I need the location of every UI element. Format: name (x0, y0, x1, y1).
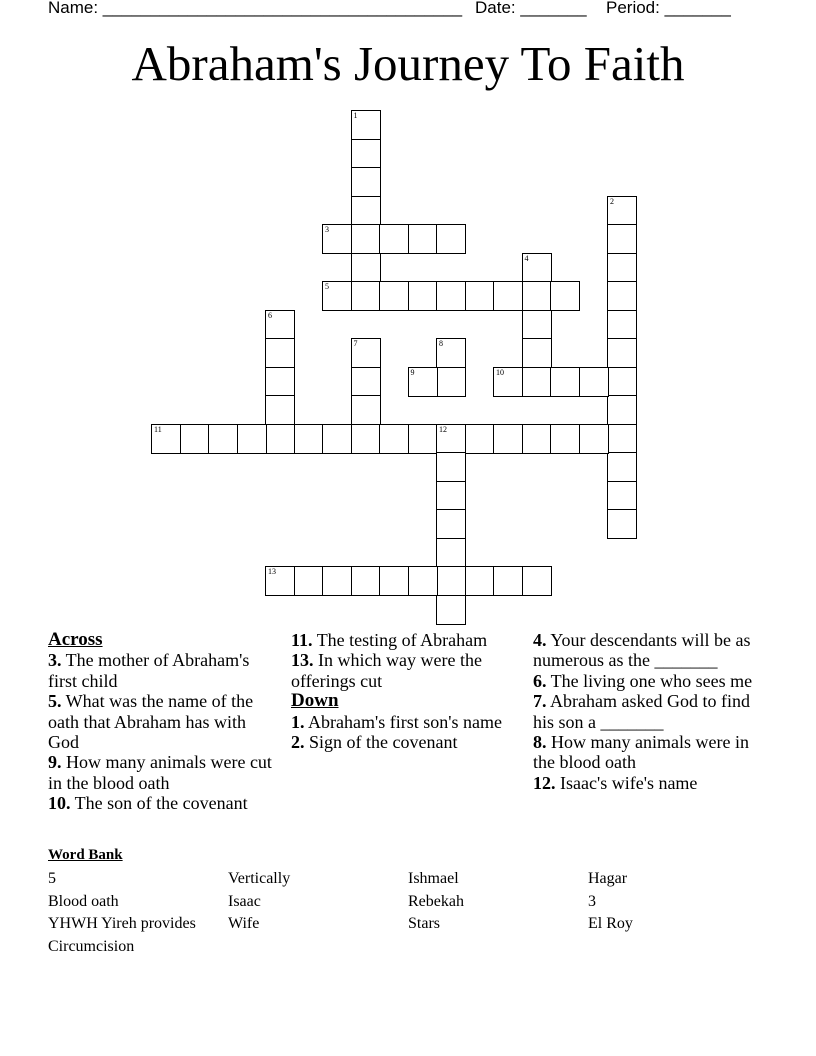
clue-across-5: 5. What was the name of the oath that Abraham has with God (48, 691, 254, 753)
crossword-cell[interactable] (265, 338, 295, 368)
crossword-cell[interactable] (408, 566, 438, 596)
crossword-cell[interactable] (465, 566, 495, 596)
crossword-cell[interactable] (436, 566, 466, 596)
crossword-cell[interactable] (408, 424, 438, 454)
clue-number: 2 (610, 196, 614, 206)
crossword-cell[interactable] (436, 224, 466, 254)
crossword-cell[interactable] (436, 481, 466, 511)
clue-number: 1 (353, 111, 358, 120)
clues-column-3 (533, 630, 758, 793)
crossword-cell[interactable] (436, 452, 466, 482)
clue-number: 11 (154, 424, 162, 434)
date-field[interactable]: Date: _______ (475, 0, 587, 17)
crossword-cell[interactable] (351, 196, 381, 226)
clue-down-1: 1. Abraham's first son's name (291, 711, 502, 732)
crossword-cell[interactable] (607, 367, 637, 397)
crossword-cell[interactable] (408, 367, 438, 397)
clue-down-7: 7. Abraham asked God to find his son a _______ (533, 691, 750, 732)
crossword-cell[interactable] (522, 367, 552, 397)
clue-number: 10 (496, 367, 504, 377)
word-bank-item: Ishmael (408, 870, 459, 887)
clue-number: 6 (268, 310, 272, 320)
crossword-cell[interactable] (607, 253, 637, 283)
crossword-cell[interactable] (579, 424, 609, 454)
crossword-cell[interactable] (208, 424, 238, 454)
crossword-cell[interactable] (265, 310, 295, 340)
word-bank-item: Stars (408, 915, 440, 933)
crossword-cell[interactable] (550, 281, 580, 311)
crossword-cell[interactable] (322, 281, 352, 311)
word-bank-item: El Roy (588, 915, 633, 933)
crossword-cell[interactable] (465, 424, 495, 454)
clue-number: 5 (325, 282, 329, 291)
crossword-cell[interactable] (294, 424, 324, 454)
clue-across-11: 11. The testing of Abraham (291, 630, 488, 650)
crossword-cell[interactable] (436, 281, 466, 311)
word-bank-item: Isaac (228, 892, 261, 910)
word-bank-item: Wife (228, 915, 260, 933)
crossword-cell[interactable] (522, 281, 552, 311)
crossword-cell[interactable] (351, 110, 381, 140)
crossword-cell[interactable] (379, 224, 409, 254)
crossword-cell[interactable] (322, 424, 352, 454)
word-bank-item: Rebekah (408, 892, 464, 910)
crossword-cell[interactable] (379, 424, 409, 454)
clue-down-6: 6. The living one who sees me (533, 670, 753, 691)
crossword-cell[interactable] (436, 595, 466, 625)
crossword-cell[interactable] (607, 224, 637, 254)
crossword-cell[interactable] (379, 566, 409, 596)
word-bank-item: YHWH Yireh provides (48, 915, 196, 933)
clue-number: 9 (410, 367, 415, 377)
clues-column-1 (48, 630, 273, 814)
crossword-cell[interactable] (436, 424, 466, 454)
crossword-cell[interactable] (351, 139, 381, 169)
word-bank-item: Circumcision (48, 938, 135, 956)
crossword-cell[interactable] (408, 281, 438, 311)
crossword-cell[interactable] (265, 424, 295, 454)
crossword-cell[interactable] (607, 310, 637, 340)
crossword-cell[interactable] (493, 566, 523, 596)
crossword-cell[interactable] (351, 367, 381, 397)
clue-down-2: 2. Sign of the covenant (291, 732, 458, 753)
down-heading: Down (291, 690, 339, 712)
crossword-cell[interactable] (522, 253, 552, 283)
crossword-cell[interactable] (493, 424, 523, 454)
clue-across-13: 13. In which way were the offerings cut (291, 650, 482, 691)
name-field[interactable]: Name: ______________________________________ (48, 0, 463, 17)
clue-down-12: 12. Isaac's wife's name (533, 772, 698, 793)
crossword-cell[interactable] (379, 281, 409, 311)
clue-number: 8 (439, 339, 443, 348)
crossword-cell[interactable] (351, 253, 381, 283)
clue-number: 4 (524, 253, 529, 263)
crossword-cell[interactable] (294, 566, 324, 596)
crossword-cell[interactable] (408, 224, 438, 254)
clue-number: 7 (353, 339, 358, 348)
word-bank-item: Hagar (588, 870, 628, 887)
crossword-cell[interactable] (351, 338, 381, 368)
crossword-cell[interactable] (151, 424, 181, 454)
period-field[interactable]: Period: _______ (606, 0, 731, 17)
crossword-cell[interactable] (493, 281, 523, 311)
across-heading: Across (48, 629, 103, 650)
clue-number: 3 (325, 225, 329, 234)
clue-number: 12 (439, 424, 447, 434)
crossword-cell[interactable] (436, 367, 466, 397)
crossword-cell[interactable] (607, 509, 637, 539)
crossword-cell[interactable] (265, 566, 295, 596)
crossword-cell[interactable] (436, 509, 466, 539)
crossword-cell[interactable] (550, 424, 580, 454)
crossword-cell[interactable] (579, 367, 609, 397)
word-bank-item: 3 (588, 892, 596, 910)
clue-down-8: 8. How many animals were in the blood oath (533, 732, 749, 773)
word-bank-item: 5 (48, 870, 56, 887)
clue-across-9: 9. How many animals were cut in the blood oath (48, 752, 272, 793)
crossword-cell[interactable] (180, 424, 210, 454)
crossword-cell[interactable] (265, 395, 295, 425)
crossword-cell[interactable] (322, 224, 352, 254)
crossword-cell[interactable] (607, 281, 637, 311)
crossword-cell[interactable] (351, 167, 381, 197)
clue-down-4: 4. Your descendants will be as numerous as the _______ (533, 630, 751, 671)
page-title: Abraham's Journey To Faith (131, 36, 685, 91)
crossword-cell[interactable] (351, 281, 381, 311)
crossword-cell[interactable] (607, 338, 637, 368)
crossword-cell[interactable] (607, 424, 637, 454)
word-bank-item: Vertically (228, 870, 291, 887)
crossword-cell[interactable] (436, 338, 466, 368)
crossword-cell[interactable] (607, 452, 637, 482)
crossword-cell[interactable] (607, 196, 637, 226)
crossword-cell[interactable] (436, 538, 466, 568)
crossword-cell[interactable] (493, 367, 523, 397)
crossword-cell[interactable] (237, 424, 267, 454)
crossword-cell[interactable] (351, 395, 381, 425)
clue-across-10: 10. The son of the covenant (48, 793, 248, 814)
crossword-cell[interactable] (522, 424, 552, 454)
crossword-cell[interactable] (351, 566, 381, 596)
clues-column-2 (291, 630, 516, 752)
crossword-cell[interactable] (522, 338, 552, 368)
clue-across-3: 3. The mother of Abraham's first child (48, 650, 250, 691)
crossword-cell[interactable] (351, 424, 381, 454)
crossword-cell[interactable] (351, 224, 381, 254)
word-bank-item: Blood oath (48, 892, 119, 910)
crossword-cell[interactable] (607, 395, 637, 425)
crossword-cell[interactable] (522, 310, 552, 340)
crossword-cell[interactable] (550, 367, 580, 397)
crossword-cell[interactable] (465, 281, 495, 311)
clue-number: 13 (268, 567, 276, 576)
crossword-cell[interactable] (522, 566, 552, 596)
crossword-cell[interactable] (607, 481, 637, 511)
crossword-cell[interactable] (322, 566, 352, 596)
crossword-cell[interactable] (265, 367, 295, 397)
word-bank-title: Word Bank (48, 847, 123, 863)
